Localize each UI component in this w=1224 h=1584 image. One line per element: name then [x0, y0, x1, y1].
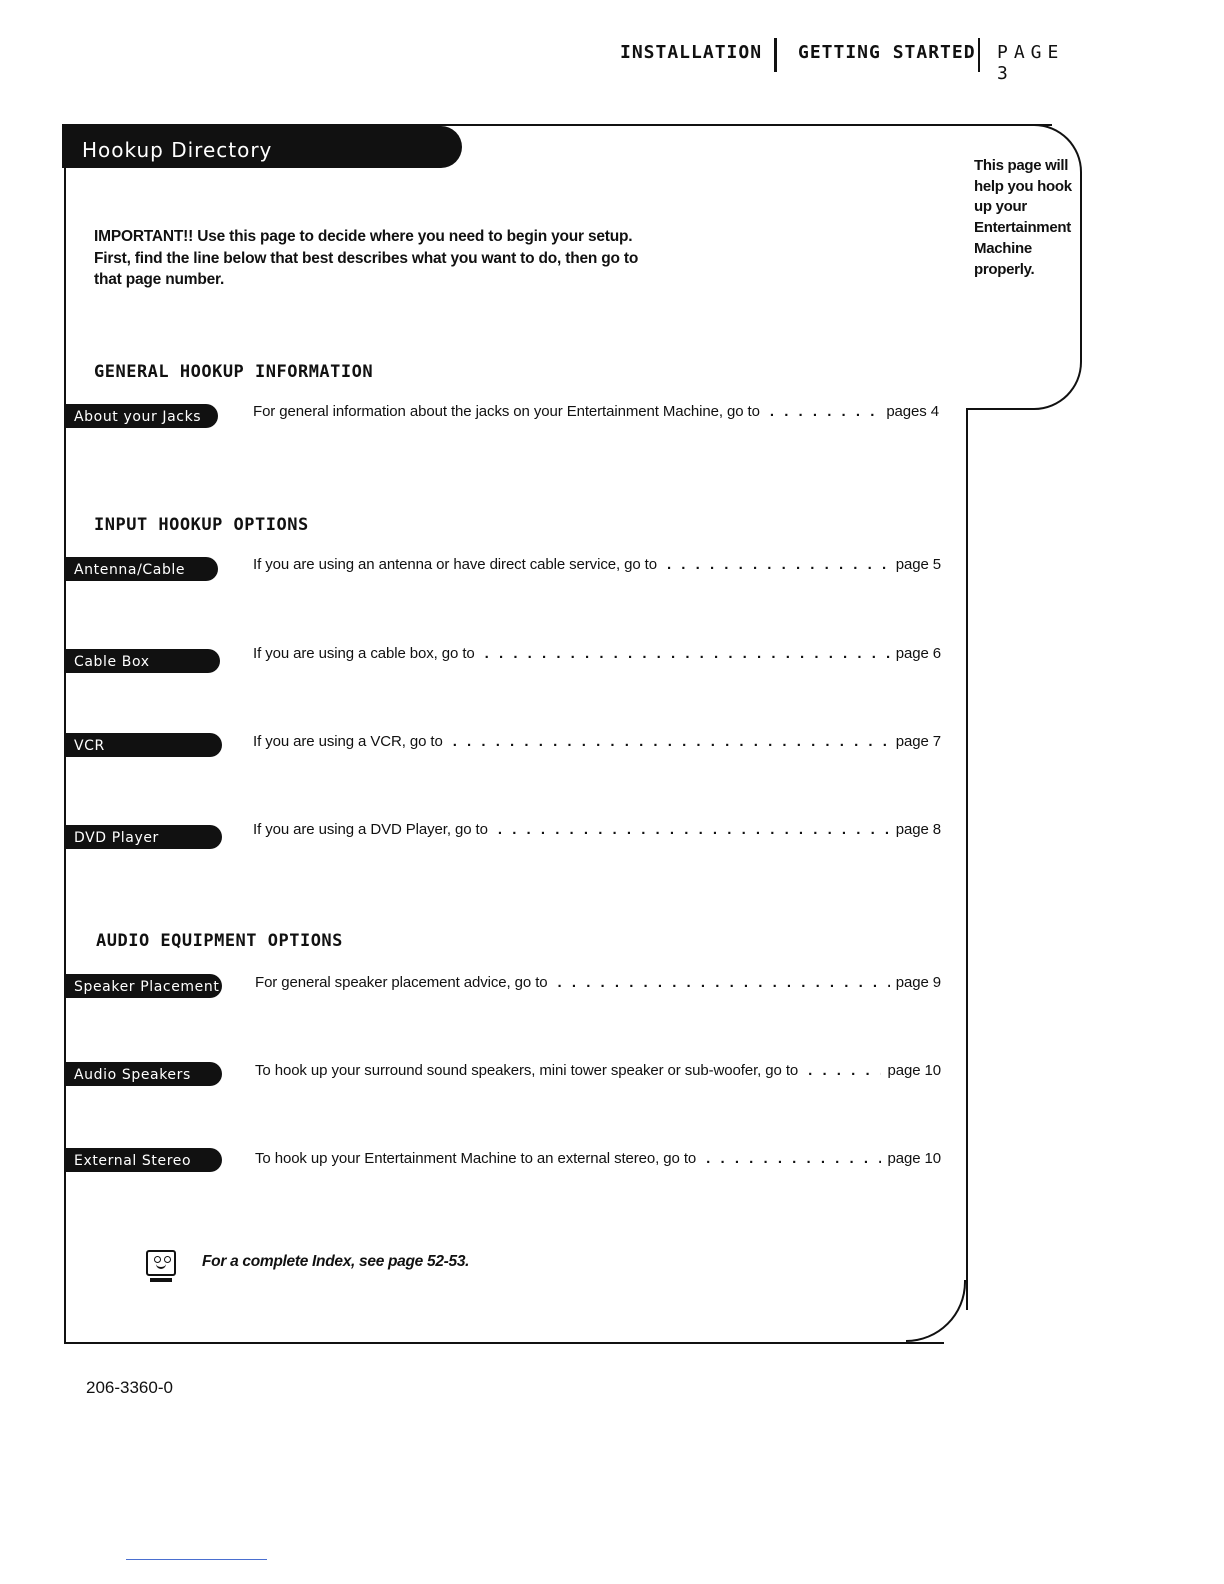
entry-page: page 6 [895, 645, 941, 662]
directory-entry [255, 1150, 941, 1172]
entry-text: To hook up your Entertainment Machine to an external stereo, go to [255, 1150, 697, 1167]
tab-cable-box: Cable Box [64, 649, 220, 673]
dot-leader [706, 1150, 881, 1168]
entry-text: For general speaker placement advice, go to [255, 974, 548, 991]
tab-vcr: VCR [64, 733, 222, 757]
tab-speaker-placement: Speaker Placement [64, 974, 222, 998]
tab-dvd-player: DVD Player [64, 825, 222, 849]
tab-audio-speakers: Audio Speakers [64, 1062, 222, 1086]
entry-text: For general information about the jacks on your Entertainment Machine, go to [253, 403, 760, 420]
header-section: INSTALLATION [620, 42, 763, 63]
icon-stand [150, 1278, 172, 1282]
side-note: This page will help you hook up your Entertainment Machine properly. [974, 157, 1072, 278]
entry-text: If you are using a cable box, go to [253, 645, 475, 662]
tab-external-stereo: External Stereo [64, 1148, 222, 1172]
page-label: PAGE 3 [997, 42, 1065, 84]
intro-text [94, 226, 654, 291]
footer-rule [126, 1559, 267, 1560]
dot-leader [667, 556, 890, 574]
entry-page: page 5 [895, 556, 941, 573]
directory-entry [255, 974, 941, 996]
directory-entry [253, 556, 941, 578]
entry-page: page 7 [895, 733, 941, 750]
intro-line: that page number. [94, 271, 225, 288]
intro-line: IMPORTANT!! Use this page to decide where you need to begin your setup. [94, 228, 633, 245]
entry-text: If you are using an antenna or have direct cable service, go to [253, 556, 657, 573]
entry-page: pages 4 [886, 403, 939, 420]
dot-leader [770, 403, 880, 421]
entry-text: If you are using a VCR, go to [253, 733, 443, 750]
directory-entry [253, 403, 939, 425]
entry-page: page 8 [895, 821, 941, 838]
dot-leader [558, 974, 890, 992]
dot-leader [498, 821, 890, 839]
section-heading: GENERAL HOOKUP INFORMATION [94, 362, 374, 382]
directory-entry [255, 1062, 941, 1084]
header-subsection: GETTING STARTED [798, 42, 976, 63]
header-divider [978, 38, 980, 72]
document-number: 206-3360-0 [86, 1378, 173, 1397]
page-title: Hookup Directory [62, 126, 462, 168]
panel-corner [906, 1280, 966, 1342]
entry-page: page 10 [887, 1062, 941, 1079]
dot-leader [453, 733, 890, 751]
entry-text: If you are using a DVD Player, go to [253, 821, 488, 838]
entry-page: page 9 [895, 974, 941, 991]
tab-about-your-jacks: About your Jacks [64, 404, 218, 428]
index-note: For a complete Index, see page 52-53. [202, 1253, 470, 1270]
intro-line: First, find the line below that best describes what you want to do, then go to [94, 249, 639, 267]
directory-entry [253, 645, 941, 667]
dot-leader [808, 1062, 881, 1080]
tab-antenna-cable: Antenna/Cable [64, 557, 218, 581]
entry-text: To hook up your surround sound speakers, mini tower speaker or sub-woofer, go to [255, 1062, 799, 1079]
section-heading: AUDIO EQUIPMENT OPTIONS [96, 931, 343, 951]
running-header [620, 38, 1090, 84]
smiley-tv-icon [146, 1250, 176, 1276]
entry-page: page 10 [887, 1150, 941, 1167]
directory-entry [253, 821, 941, 843]
panel-border-right [966, 410, 968, 1310]
panel-border-bottom [64, 1342, 944, 1344]
dot-leader [485, 645, 890, 663]
header-divider [774, 38, 777, 72]
section-heading: INPUT HOOKUP OPTIONS [94, 515, 309, 535]
icon-mouth [156, 1261, 166, 1269]
directory-entry [253, 733, 941, 755]
